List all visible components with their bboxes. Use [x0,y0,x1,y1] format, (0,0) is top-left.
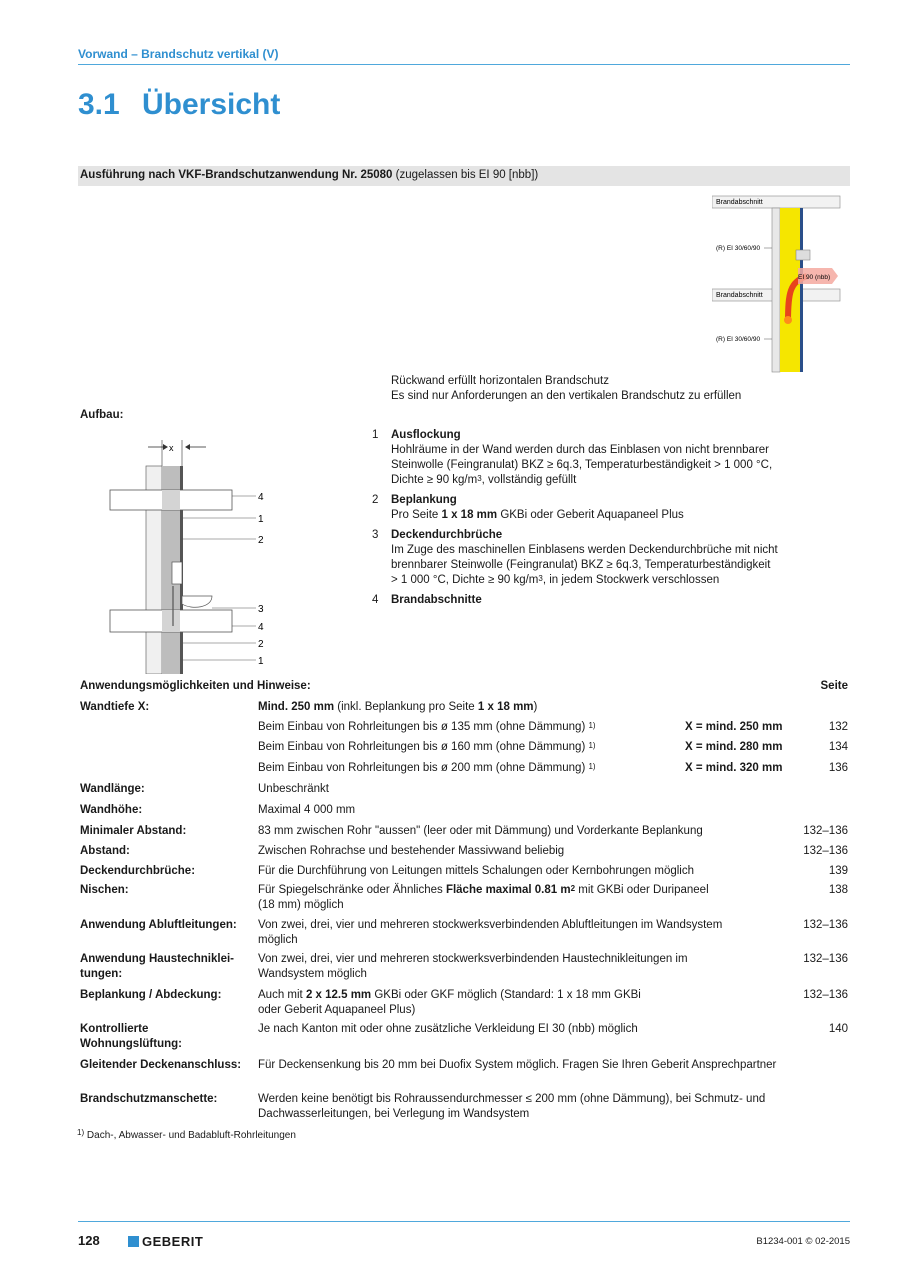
label-rei-top: (R) EI 30/60/90 [716,245,761,252]
page-column-heading: Seite [820,680,848,692]
item-1-line3b: , vollständig gefüllt [481,474,577,486]
kontrolliert-label: Kontrollierte Wohnungslüftung: [80,1023,182,1050]
wall-hatch [772,208,780,372]
item-2-c: GKBi oder Geberit Aquapaneel Plus [497,509,684,521]
abluft-text: Von zwei, drei, vier und mehreren stockwerksverbindenden Abluftleitungen im Wandsystem möglich [258,919,723,946]
wandtiefe-row-3: Beim Einbau von Rohrleitungen bis ø 200 mm (ohne Dämmung) $^{1)}$ [258,762,596,774]
approval-bold: Ausführung nach VKF-Brandschutzanwendung Nr. 25080 [80,169,393,181]
gleitend-label: Gleitender Deckenanschluss: [80,1059,242,1071]
beplankung-label: Beplankung / Abdeckung: [80,989,222,1001]
abluft-label: Anwendung Abluftleitungen: [80,919,237,931]
decken-text: Für die Durchführung von Leitungen mittels Schalungen oder Kernbohrungen möglich [258,865,694,877]
haustechnik-text: Von zwei, drei, vier und mehreren stockwerksverbindenden Haustechnikleitungen im Wandsystem möglich [258,953,688,980]
item-3-line3a: > 1 000 °C, Dichte ≥ 90 kg/m [391,574,539,586]
wandhoehe-text: Maximal 4 000 mm [258,804,356,816]
callout-3: 3 [258,604,264,615]
title-number: 3.1 [78,88,120,121]
wandtiefe-main: Mind. 250 mm (inkl. Beplankung pro Seite 1 x 18 mm) [258,701,538,713]
wandlaenge-label: Wandlänge: [80,783,145,795]
item-2-b: 1 x 18 mm [441,509,498,521]
header-rule [78,64,850,65]
approval-bar [78,166,850,186]
item-1-num: 1 [372,429,379,441]
wandtiefe-label: Wandtiefe X: [80,701,150,713]
geberit-logo: GEBERIT [128,1234,203,1249]
decken-label: Deckendurchbrüche: [80,865,196,877]
item-2-num: 2 [372,494,379,506]
callout-4a: 4 [258,492,264,503]
basin-icon [182,596,212,607]
wandtiefe-row-1: Beim Einbau von Rohrleitungen bis ø 135 mm (ohne Dämmung) $^{1)}$ [258,721,596,733]
abstand-text: Zwischen Rohrachse und bestehender Massivwand beliebig [258,845,565,857]
item-1-line2: Steinwolle (Feingranulat) BKZ ≥ 6q.3, Temperaturbeständigkeit > 1 000 °C, [391,459,773,471]
beplankung-text: Auch mit 2 x 12.5 mm GKBi oder GKF möglich (Standard: 1 x 18 mm GKBi oder Geberit Aquapaneel Plus) [258,989,641,1016]
wandtiefe-x-3: X = mind. 320 mm [685,762,783,774]
nischen-label: Nischen: [80,884,129,896]
section-header: Vorwand – Brandschutz vertikal (V) [78,47,279,61]
wandtiefe-page-1: 132 [828,721,848,733]
abstand-page: 132–136 [803,845,848,857]
label-rei-bottom: (R) EI 30/60/90 [716,336,761,343]
label-ei90: EI 90 (nbb) [798,274,831,281]
nischen-page: 138 [828,884,848,896]
item-2-title: Beplankung [391,494,457,506]
item-1-sup: 3 [477,474,482,483]
logo-square-icon [128,1236,139,1247]
min-abstand-text: 83 mm zwischen Rohr "aussen" (leer oder mit Dämmung) und Vorderkante Beplankung [258,825,703,837]
wandtiefe-x-1: X = mind. 250 mm [685,721,783,733]
wandtiefe-x-2: X = mind. 280 mm [685,741,783,753]
item-2-a: Pro Seite [391,509,442,521]
abluft-page: 132–136 [803,919,848,931]
abstand-label: Abstand: [80,845,130,857]
beplankung-page: 132–136 [803,989,848,1001]
item-1-line3a: Dichte ≥ 90 kg/m [391,474,478,486]
nischen-text: Für Spiegelschränke oder Ähnliches Fläche maximal 0.81 $m^2$ mit GKBi oder Duripaneel (18 mm) möglich [258,884,709,911]
item-3-num: 3 [372,529,379,541]
callout-1a: 1 [258,514,264,525]
wandlaenge-text: Unbeschränkt [258,783,329,795]
min-abstand-page: 132–136 [803,825,848,837]
item-3-line3b: , in jedem Stockwerk verschlossen [542,574,720,586]
manschette-text: Werden keine benötigt bis Rohraussendurchmesser ≤ 200 mm (ohne Dämmung), bei Schmutz- und Dachwasserleitungen, bei Verlegung im Wandsystem [258,1093,766,1120]
item-1-title: Ausflockung [391,429,461,441]
title-text: Übersicht [142,88,281,121]
table-heading: Anwendungsmöglichkeiten und Hinweise: [80,680,311,692]
intro-line-1: Rückwand erfüllt horizontalen Brandschutz [391,375,609,387]
x-dimension-label: x [169,443,174,453]
wandhoehe-label: Wandhöhe: [80,804,143,816]
approval-normal: (zugelassen bis EI 90 [nbb]) [392,169,539,181]
haustechnik-label: Anwendung Haustechniklei- tungen: [80,953,234,980]
footer-rule [78,1221,850,1222]
item-4-num: 4 [372,594,379,606]
callout-1b: 1 [258,656,264,667]
basin-icon [796,250,810,260]
min-abstand-label: Minimaler Abstand: [80,825,187,837]
fire-section-diagram [712,192,844,374]
haustechnik-page: 132–136 [803,953,848,965]
page-title [78,88,280,122]
aufbau-label: Aufbau: [80,409,124,421]
item-3-title: Deckendurchbrüche [391,529,503,541]
item-2 [391,493,821,523]
label-brandabschnitt-top: Brandabschnitt [716,199,763,206]
gleitend-text: Für Deckensenkung bis 20 mm bei Duofix System möglich. Fragen Sie Ihren Geberit Ansprechpartner [258,1059,777,1071]
label-brandabschnitt-mid: Brandabschnitt [716,292,763,299]
wandtiefe-page-3: 136 [828,762,848,774]
item-3-line2: brennbarer Steinwolle (Feingranulat) BKZ ≥ 6q.3, Temperaturbeständigkeit [391,559,771,571]
decken-page: 139 [828,865,848,877]
item-3-sup: 3 [538,574,543,583]
fixture-icon [172,562,182,584]
callout-4b: 4 [258,622,264,633]
intro-line-2: Es sind nur Anforderungen an den vertikalen Brandschutz zu erfüllen [391,390,742,402]
footnote: $^{1)}$ Dach-, Abwasser- und Badabluft-Rohrleitungen [77,1128,296,1141]
page-number: 128 [78,1233,100,1248]
item-1-line1: Hohlräume in der Wand werden durch das Einblasen von nicht brennbarer [391,444,770,456]
doc-number: B1234-001 © 02-2015 [756,1236,850,1247]
construction-diagram [108,436,278,674]
kontrolliert-text: Je nach Kanton mit oder ohne zusätzliche Verkleidung EI 30 (nbb) möglich [258,1023,638,1035]
kontrolliert-page: 140 [828,1023,848,1035]
flame-icon [784,316,792,324]
wandtiefe-page-2: 134 [828,741,848,753]
item-3 [391,528,821,588]
callout-2b: 2 [258,639,264,650]
item-3-line1: Im Zuge des maschinellen Einblasens werden Deckendurchbrüche mit nicht [391,544,778,556]
item-1 [391,428,821,488]
callout-2a: 2 [258,535,264,546]
manschette-label: Brandschutzmanschette: [80,1093,218,1105]
wandtiefe-row-2: Beim Einbau von Rohrleitungen bis ø 160 mm (ohne Dämmung) $^{1)}$ [258,741,596,753]
wall-blue-edge [800,208,803,372]
item-4-title: Brandabschnitte [391,594,482,606]
